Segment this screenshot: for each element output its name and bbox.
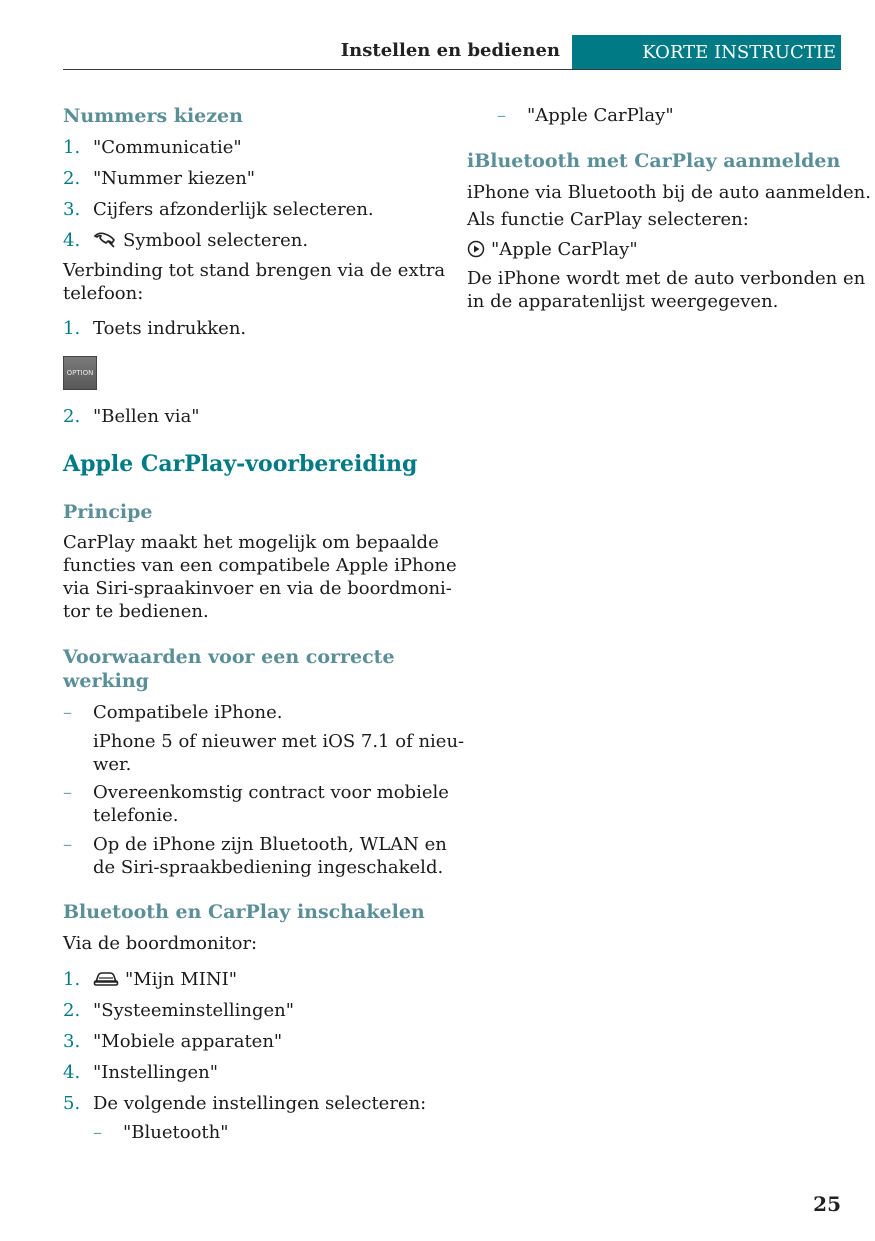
list-item: 2. "Nummer kiezen" — [63, 168, 256, 189]
header-chapter-tab: KORTE INSTRUCTIE — [572, 35, 841, 70]
header-rule — [63, 69, 841, 70]
principe-line: functies van een compatibele Apple iPhone — [63, 555, 457, 576]
result-line: De iPhone wordt met de auto verbonden en — [467, 268, 866, 289]
principe-line: tor te bedienen. — [63, 601, 209, 622]
voorwaarden-heading-line-2: werking — [63, 670, 149, 692]
apple-carplay-heading: Apple CarPlay-voorbereiding — [63, 451, 418, 477]
voorwaarden-heading-line-1: Voorwaarden voor een correcte — [63, 646, 395, 668]
list-item: 3. "Mobiele apparaten" — [63, 1031, 283, 1052]
list-item-continuation: telefonie. — [93, 805, 179, 826]
car-icon — [93, 970, 119, 994]
list-item-continuation: iPhone 5 of nieuwer met iOS 7.1 of nieu- — [93, 731, 465, 752]
list-item: 2. "Systeeminstellingen" — [63, 1000, 295, 1021]
list-item: – Overeenkomstig contract voor mobiele — [63, 782, 449, 803]
aanmelden-heading: iBluetooth met CarPlay aanmelden — [467, 150, 841, 172]
result-line: in de apparatenlijst weergegeven. — [467, 291, 779, 312]
list-item-continuation: wer. — [93, 754, 132, 775]
aanmelden-line: Als functie CarPlay selecteren: — [467, 209, 749, 230]
list-item: 4. "Instellingen" — [63, 1062, 219, 1083]
aanmelden-line: iPhone via Bluetooth bij de auto aanmelden. — [467, 182, 871, 203]
option-button-image: OPTION — [63, 356, 97, 390]
list-item: 1. "Mijn MINI" — [63, 968, 237, 994]
principe-line: CarPlay maakt het mogelijk om bepaalde — [63, 532, 439, 553]
nummers-kiezen-heading: Nummers kiezen — [63, 105, 243, 127]
phone-handset-icon — [93, 231, 117, 255]
sub-list-item: – "Apple CarPlay" — [497, 105, 674, 126]
principe-heading: Principe — [63, 501, 153, 523]
header-section-title: Instellen en bedienen — [340, 40, 560, 61]
list-item: 5. De volgende instellingen selecteren: — [63, 1093, 427, 1114]
list-item: 4. Symbool selecteren. — [63, 229, 308, 255]
carplay-item: "Apple CarPlay" — [467, 238, 638, 264]
principe-line: via Siri-spraakinvoer en via de boordmoni- — [63, 578, 452, 599]
list-item: 1. "Communicatie" — [63, 137, 242, 158]
bluetooth-heading: Bluetooth en CarPlay inschakelen — [63, 901, 425, 923]
extra-phone-line-1: Verbinding tot stand brengen via de extra — [63, 260, 446, 281]
list-item: 1. Toets indrukken. — [63, 318, 247, 339]
page-number: 25 — [813, 1192, 841, 1216]
list-item: 2. "Bellen via" — [63, 406, 200, 427]
bluetooth-intro: Via de boordmonitor: — [63, 933, 258, 954]
play-circle-icon — [467, 240, 485, 264]
list-item-continuation: de Siri-spraakbediening ingeschakeld. — [93, 857, 444, 878]
list-item: 3. Cijfers afzonderlijk selecteren. — [63, 199, 374, 220]
extra-phone-line-2: telefoon: — [63, 283, 144, 304]
list-item: – Compatibele iPhone. — [63, 702, 283, 723]
list-item: – Op de iPhone zijn Bluetooth, WLAN en — [63, 834, 447, 855]
sub-list-item: – "Bluetooth" — [93, 1122, 229, 1143]
